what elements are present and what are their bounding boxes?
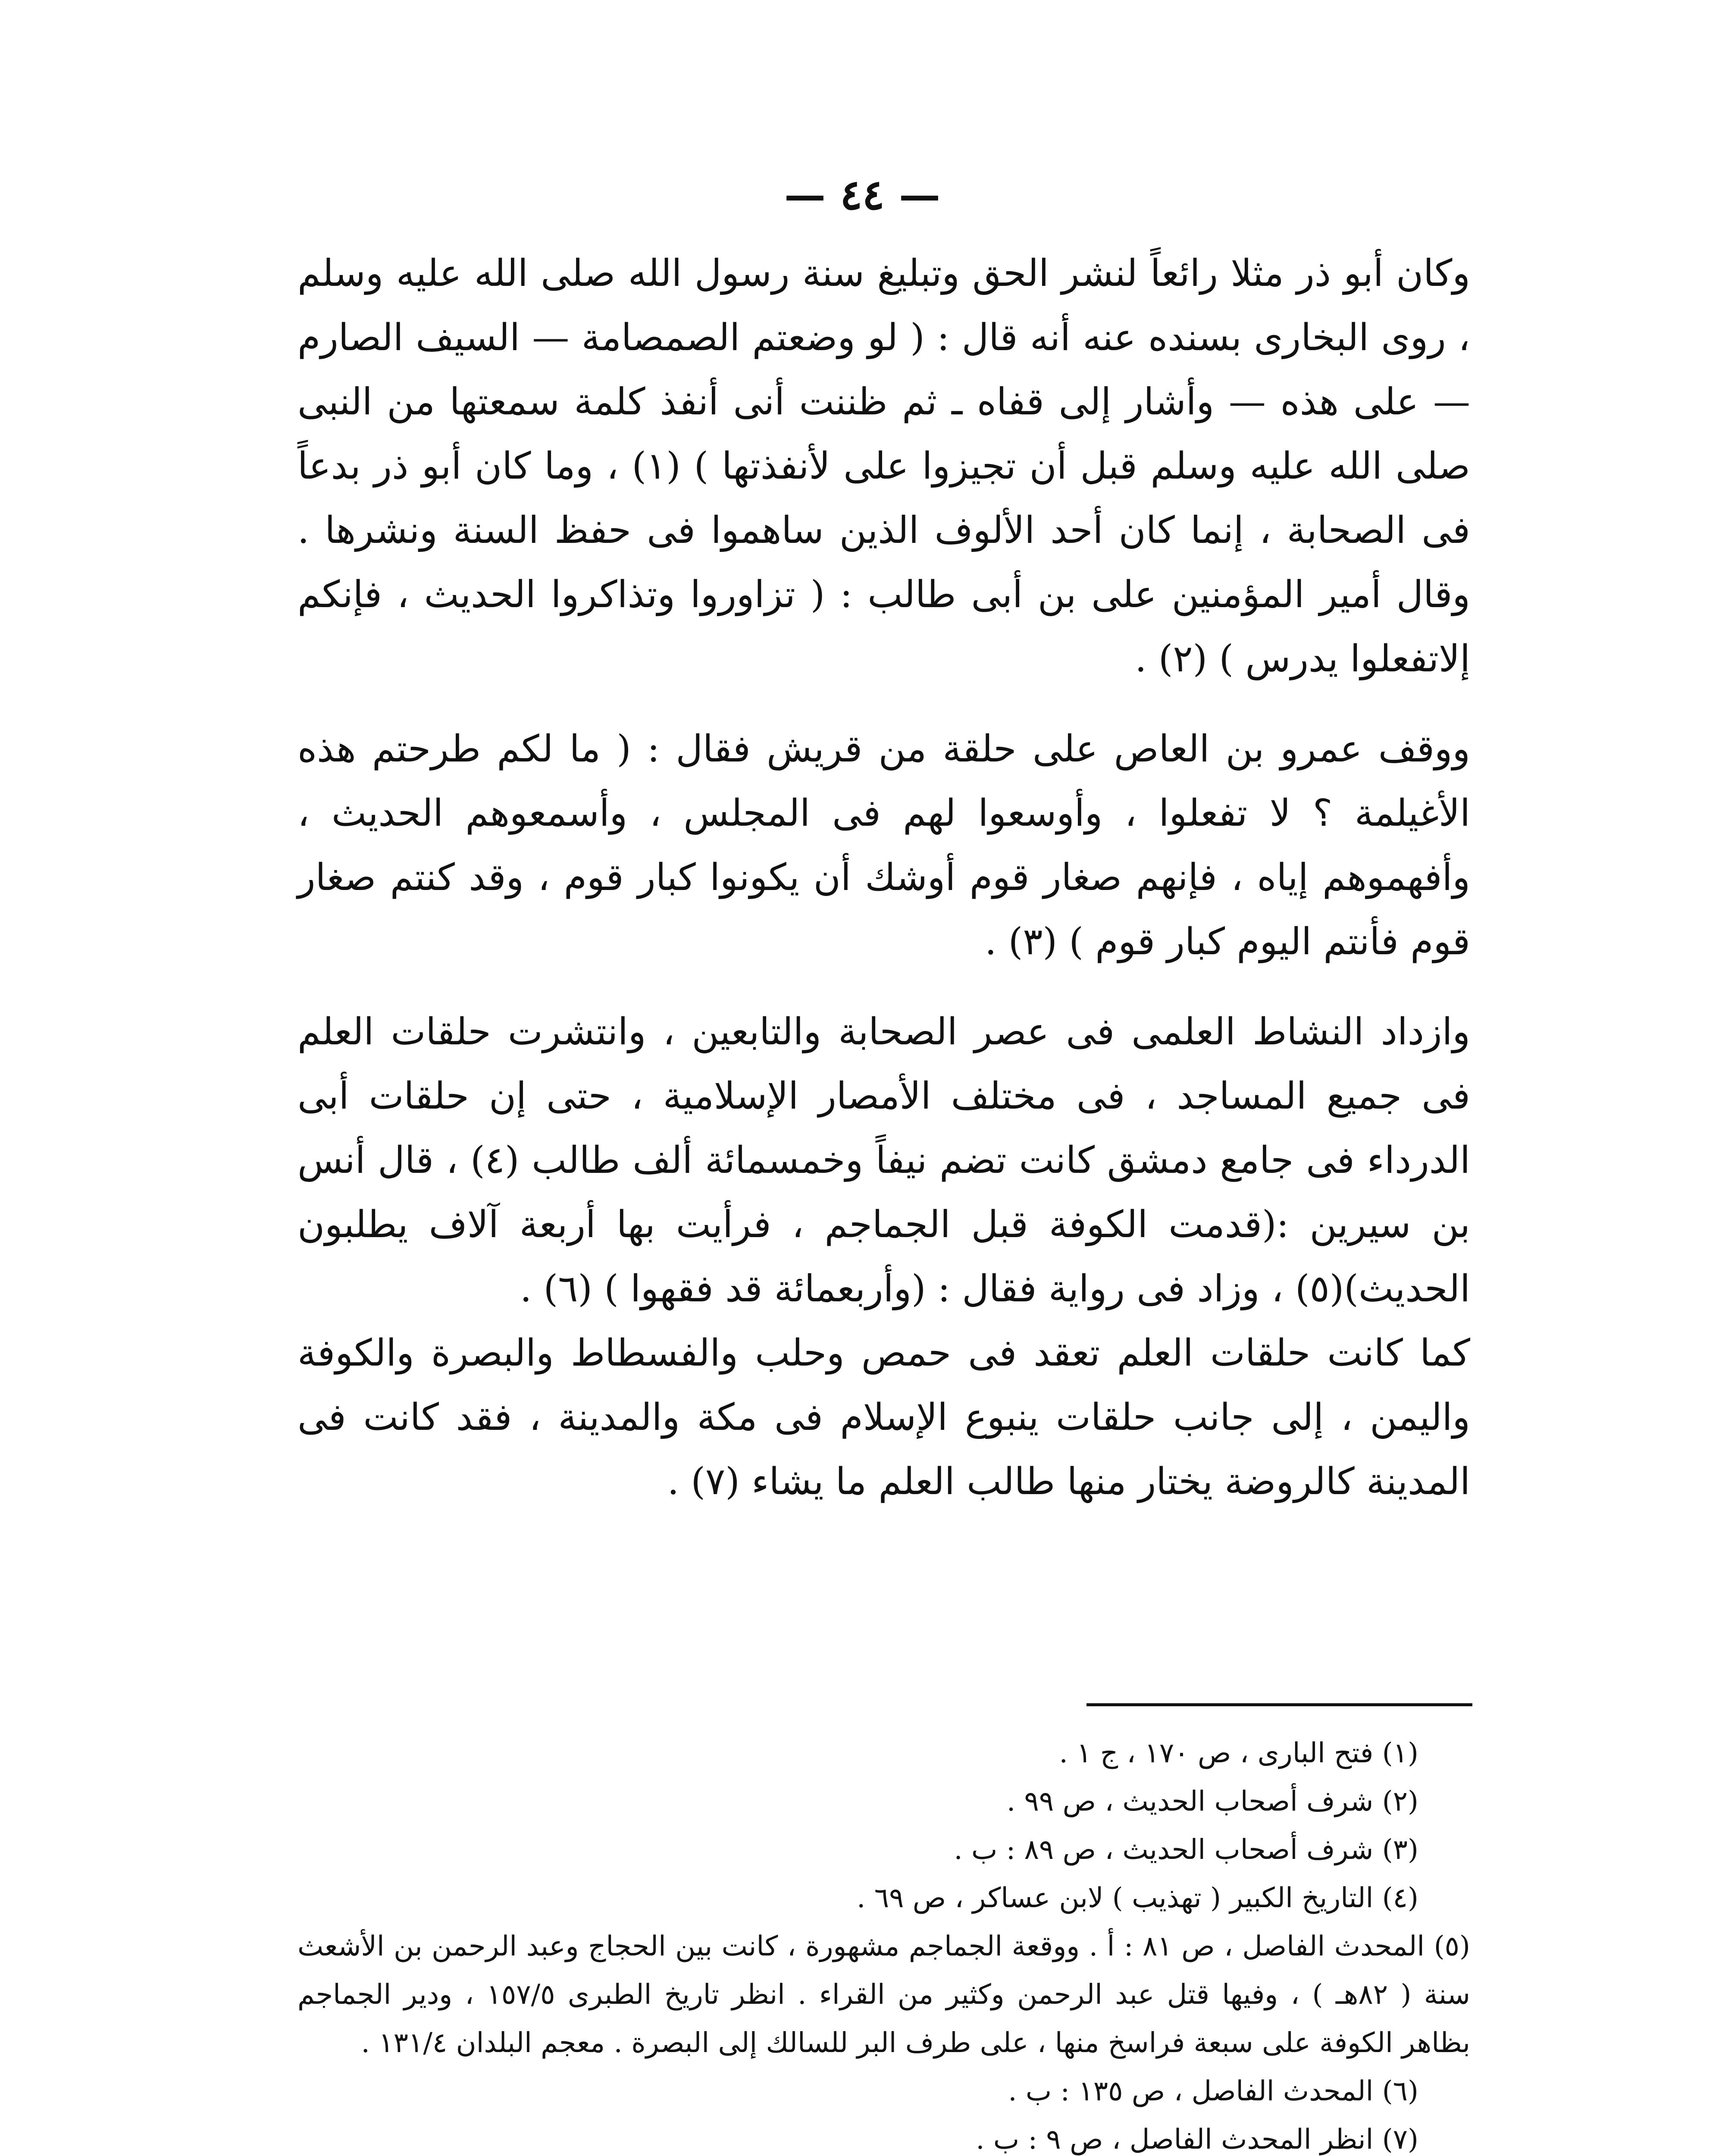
footnote-7: (٧) انظر المحدث الفاصل ، ص ٩ : ب . [976, 2124, 1418, 2156]
paragraph-4: كما كانت حلقات العلم تعقد فى حمص وحلب والفسطاط والبصرة والكوفة واليمن ، إلى جانب حلقات ينبوع الإسلام فى مكة والمدينة ، فقد كانت فى المدينة كالروضة يختار منها طالب العلم ما يشاء (٧) . [297, 1332, 1470, 1503]
footnote-2: (٢) شرف أصحاب الحديث ، ص ٩٩ . [1006, 1786, 1418, 1818]
footnote-4: (٤) التاريخ الكبير ( تهذيب ) لابن عساكر ، ص ٦٩ . [857, 1882, 1418, 1914]
footnote-5: (٥) المحدث الفاصل ، ص ٨١ : أ . ووقعة الجماجم مشهورة ، كانت بين الحجاج وعبد الرحمن بن الأشعث سنة ( ٨٢هـ ) ، وفيها قتل عبد الرحمن وكثير من القراء . انظر تاريخ الطبرى ١٥٧/٥ ، ودير الجماجم بظاهر الكوفة على سبعة فراسخ منها ، على طرف البر للسالك إلى البصرة . معجم البلدان ١٣١/٤ . [297, 1930, 1471, 2059]
footnote-1: (١) فتح البارى ، ص ١٧٠ ، ج ١ . [1059, 1737, 1418, 1769]
footnote-separator [1086, 1703, 1472, 1706]
main-text [297, 241, 1470, 1514]
footnote-6: (٦) المحدث الفاصل ، ص ١٣٥ : ب . [1008, 2075, 1418, 2107]
paragraph-2: ووقف عمرو بن العاص على حلقة من قريش فقال : ( ما لكم طرحتم هذه الأغيلمة ؟ لا تفعلوا ، وأوسعوا لهم فى المجلس ، وأسمعوهم الحديث ، وأفهموهم إياه ، فإنهم صغار قوم أوشك أن يكونوا كبار قوم ، وقد كنتم صغار قوم فأنتم اليوم كبار قوم ) (٣) . [297, 727, 1470, 963]
page-number: — ٤٤ — [784, 170, 940, 219]
paragraph-1: وكان أبو ذر مثلا رائعاً لنشر الحق وتبليغ سنة رسول الله صلى الله عليه وسلم ، روى البخارى بسنده عنه أنه قال : ( لو وضعتم الصمصامة — السيف الصارم — على هذه — وأشار إلى قفاه ـ ثم ظننت أنى أنفذ كلمة سمعتها من النبى صلى الله عليه وسلم قبل أن تجيزوا على لأنفذتها ) (١) ، وما كان أبو ذر بدعاً فى الصحابة ، إنما كان أحد الألوف الذين ساهموا فى حفظ السنة ونشرها . وقال أمير المؤمنين على بن أبى طالب : ( تزاوروا وتذاكروا الحديث ، فإنكم إلاتفعلوا يدرس ) (٢) . [297, 252, 1470, 680]
footnotes [297, 1729, 1470, 2156]
footnote-3: (٣) شرف أصحاب الحديث ، ص ٨٩ : ب . [954, 1834, 1418, 1866]
paragraph-3: وازداد النشاط العلمى فى عصر الصحابة والتابعين ، وانتشرت حلقات العلم فى جميع المساجد ، فى مختلف الأمصار الإسلامية ، حتى إن حلقات أبى الدرداء فى جامع دمشق كانت تضم نيفاً وخمسمائة ألف طالب (٤) ، قال أنس بن سيرين :(قدمت الكوفة قبل الجماجم ، فرأيت بها أربعة آلاف يطلبون الحديث)(٥) ، وزاد فى رواية فقال : (وأربعمائة قد فقهوا ) (٦) . [297, 1010, 1470, 1310]
